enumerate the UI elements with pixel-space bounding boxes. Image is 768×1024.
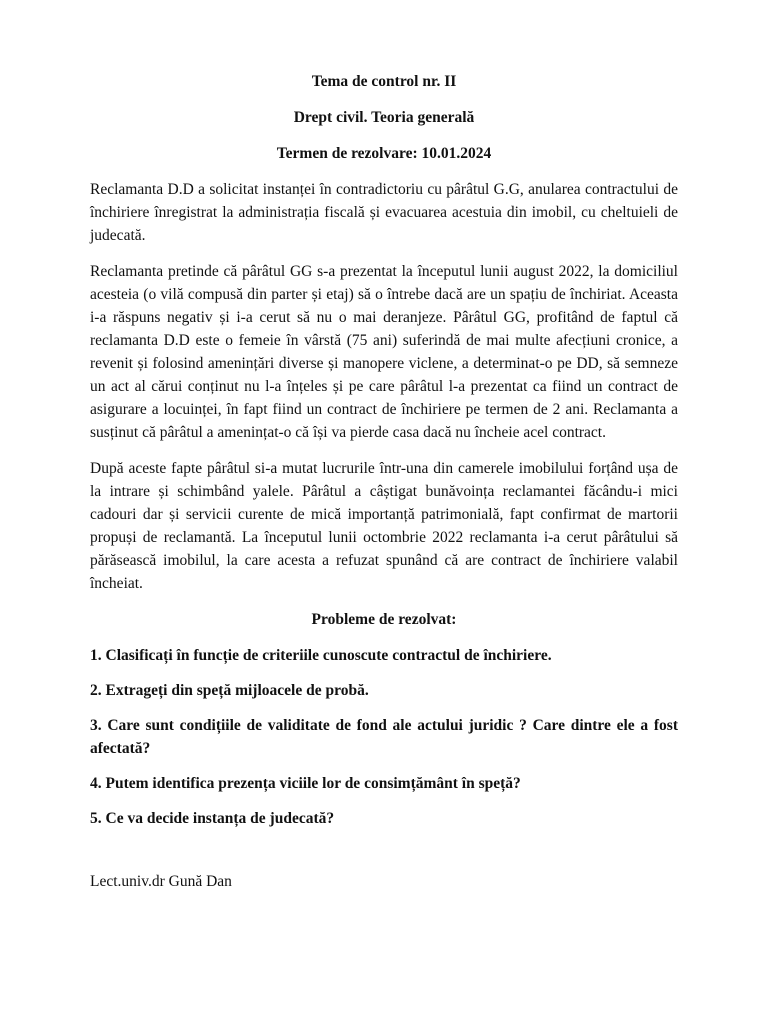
document-page xyxy=(90,70,678,893)
case-paragraph-2: Reclamanta pretinde că pârâtul GG s-a prezentat la începutul lunii august 2022, la domiciliul acesteia (o vilă compusă din parter și etaj) să o întrebe dacă are un spațiu de închiriat. Aceasta i-a răspuns negativ și i-a cerut să nu o mai deranjeze. Pârâtul GG, profitând de faptul că reclamanta D.D este o femeie în vârstă (75 ani) suferindă de mai multe afecțiuni cronice, a revenit și folosind amenințări diverse și manopere viclene, a determinat-o pe DD, să semneze un act al cărui conținut nu l-a înțeles și pe care pârâtul l-a prezentat ca fiind un contract de asigurare a locuinței, în fapt fiind un contract de închiriere pe termen de 2 ani. Reclamanta a susținut că pârâtul a amenințat-o că își va pierde casa dacă nu încheie acel contract. xyxy=(90,263,678,441)
document-subject: Drept civil. Teoria generală xyxy=(293,109,475,126)
case-paragraph-1: Reclamanta D.D a solicitat instanței în contradictoriu cu pârâtul G.G, anularea contractului de închiriere înregistrat la administrația fiscală și evacuarea acestuia din imobil, cu cheltuieli de judecată. xyxy=(90,181,678,244)
problem-item-3: 3. Care sunt condițiile de validitate de fond ale actului juridic ? Care dintre ele a fost afectată? xyxy=(90,717,678,757)
case-paragraph-3: După aceste fapte pârâtul si-a mutat lucrurile într-una din camerele imobilului forțând ușa de la intrare și schimbând yalele. Pârâtul a câștigat bunăvoința reclamantei făcându-i mici cadouri dar și servicii curente de mică importanță patrimonială, fapt confirmat de martorii propuși de reclamantă. La începutul lunii octombrie 2022 reclamanta i-a cerut pârâtului să părăsească imobilul, la care acesta a refuzat spunând că are contract de închiriere valabil încheiat. xyxy=(90,460,678,592)
problem-item-1: 1. Clasificați în funcție de criteriile cunoscute contractul de închiriere. xyxy=(90,647,552,664)
author-signature: Lect.univ.dr Gună Dan xyxy=(90,873,232,890)
problem-item-5: 5. Ce va decide instanța de judecată? xyxy=(90,810,335,827)
problem-item-2: 2. Extrageți din speță mijloacele de probă. xyxy=(90,682,369,699)
problem-item-4: 4. Putem identifica prezența viciile lor de consimțământ în speță? xyxy=(90,775,521,792)
document-deadline: Termen de rezolvare: 10.01.2024 xyxy=(276,145,492,162)
problems-heading: Probleme de rezolvat: xyxy=(311,611,457,628)
document-title: Tema de control nr. II xyxy=(311,73,457,90)
